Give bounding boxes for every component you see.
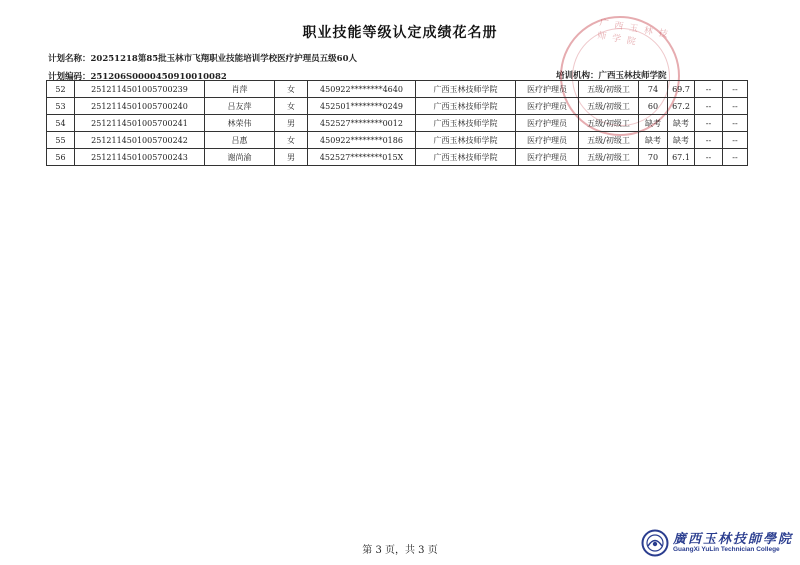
plan-name-label: 计划名称：: [48, 54, 91, 64]
plan-name: [48, 52, 357, 64]
candidate-name-cell: 林荣伟: [205, 115, 275, 132]
practical-score-cell: 67.2: [668, 98, 695, 115]
certificate-number-cell: 2512114501005700241: [75, 115, 205, 132]
gender-cell: 男: [275, 149, 308, 166]
college-name-cn: 廣西玉林技師學院: [673, 532, 794, 547]
row-number-cell: 52: [47, 81, 75, 98]
extra-score-1-cell: --: [695, 149, 723, 166]
gender-cell: 男: [275, 115, 308, 132]
practical-score-cell: 67.1: [668, 149, 695, 166]
id-number-cell: 450922********4640: [308, 81, 416, 98]
theory-score-cell: 60: [639, 98, 668, 115]
extra-score-1-cell: --: [695, 98, 723, 115]
college-name-en: GuangXi YuLin Technician College: [673, 546, 780, 553]
row-number-cell: 54: [47, 115, 75, 132]
skill-level-cell: 五级/初级工: [579, 132, 639, 149]
college-logo: [641, 527, 794, 559]
extra-score-2-cell: --: [723, 98, 748, 115]
occupation-cell: 医疗护理员: [516, 98, 579, 115]
skill-level-cell: 五级/初级工: [579, 149, 639, 166]
occupation-cell: 医疗护理员: [516, 81, 579, 98]
theory-score-cell: 缺考: [639, 115, 668, 132]
gender-cell: 女: [275, 81, 308, 98]
institution-value: 广西玉林技师学院: [598, 71, 667, 81]
id-number-cell: 452527********0012: [308, 115, 416, 132]
occupation-cell: 医疗护理员: [516, 149, 579, 166]
plan-name-value: 20251218第85批玉林市飞翔职业技能培训学校医疗护理员五级60人: [90, 54, 357, 64]
page-number: 第 3 页，共 3 页: [362, 545, 438, 556]
extra-score-2-cell: --: [723, 81, 748, 98]
extra-score-1-cell: --: [695, 81, 723, 98]
school-cell: 广西玉林技师学院: [416, 81, 516, 98]
theory-score-cell: 74: [639, 81, 668, 98]
school-cell: 广西玉林技师学院: [416, 149, 516, 166]
occupation-cell: 医疗护理员: [516, 115, 579, 132]
extra-score-1-cell: --: [695, 132, 723, 149]
gender-cell: 女: [275, 132, 308, 149]
theory-score-cell: 缺考: [639, 132, 668, 149]
plan-code-value: 251206S0000450910010082: [90, 72, 227, 82]
skill-level-cell: 五级/初级工: [579, 81, 639, 98]
certificate-number-cell: 2512114501005700243: [75, 149, 205, 166]
table-row: [47, 149, 748, 166]
seal-text: 广西玉林技师学院: [596, 18, 675, 49]
row-number-cell: 53: [47, 98, 75, 115]
occupation-cell: 医疗护理员: [516, 132, 579, 149]
skill-level-cell: 五级/初级工: [579, 115, 639, 132]
extra-score-2-cell: --: [723, 115, 748, 132]
extra-score-2-cell: --: [723, 132, 748, 149]
document-title: 职业技能等级认定成绩花名册: [302, 25, 498, 41]
theory-score-cell: 70: [639, 149, 668, 166]
candidate-name-cell: 肖萍: [205, 81, 275, 98]
candidate-name-cell: 谢尚渝: [205, 149, 275, 166]
certificate-number-cell: 2512114501005700240: [75, 98, 205, 115]
candidate-name-cell: 吕友萍: [205, 98, 275, 115]
institution-label: 培训机构：: [556, 71, 599, 81]
row-number-cell: 56: [47, 149, 75, 166]
school-cell: 广西玉林技师学院: [416, 115, 516, 132]
candidate-name-cell: 吕惠: [205, 132, 275, 149]
plan-code-label: 计划编码：: [48, 72, 91, 82]
table-row: [47, 98, 748, 115]
certificate-number-cell: 2512114501005700242: [75, 132, 205, 149]
college-emblem-icon: [641, 529, 669, 557]
practical-score-cell: 缺考: [668, 132, 695, 149]
id-number-cell: 452527********015X: [308, 149, 416, 166]
extra-score-2-cell: --: [723, 149, 748, 166]
score-table: [46, 80, 748, 166]
practical-score-cell: 69.7: [668, 81, 695, 98]
id-number-cell: 452501********0249: [308, 98, 416, 115]
table-row: [47, 81, 748, 98]
skill-level-cell: 五级/初级工: [579, 98, 639, 115]
school-cell: 广西玉林技师学院: [416, 98, 516, 115]
table-row: [47, 115, 748, 132]
extra-score-1-cell: --: [695, 115, 723, 132]
school-cell: 广西玉林技师学院: [416, 132, 516, 149]
row-number-cell: 55: [47, 132, 75, 149]
table-row: [47, 132, 748, 149]
practical-score-cell: 缺考: [668, 115, 695, 132]
id-number-cell: 450922********0186: [308, 132, 416, 149]
certificate-number-cell: 2512114501005700239: [75, 81, 205, 98]
gender-cell: 女: [275, 98, 308, 115]
